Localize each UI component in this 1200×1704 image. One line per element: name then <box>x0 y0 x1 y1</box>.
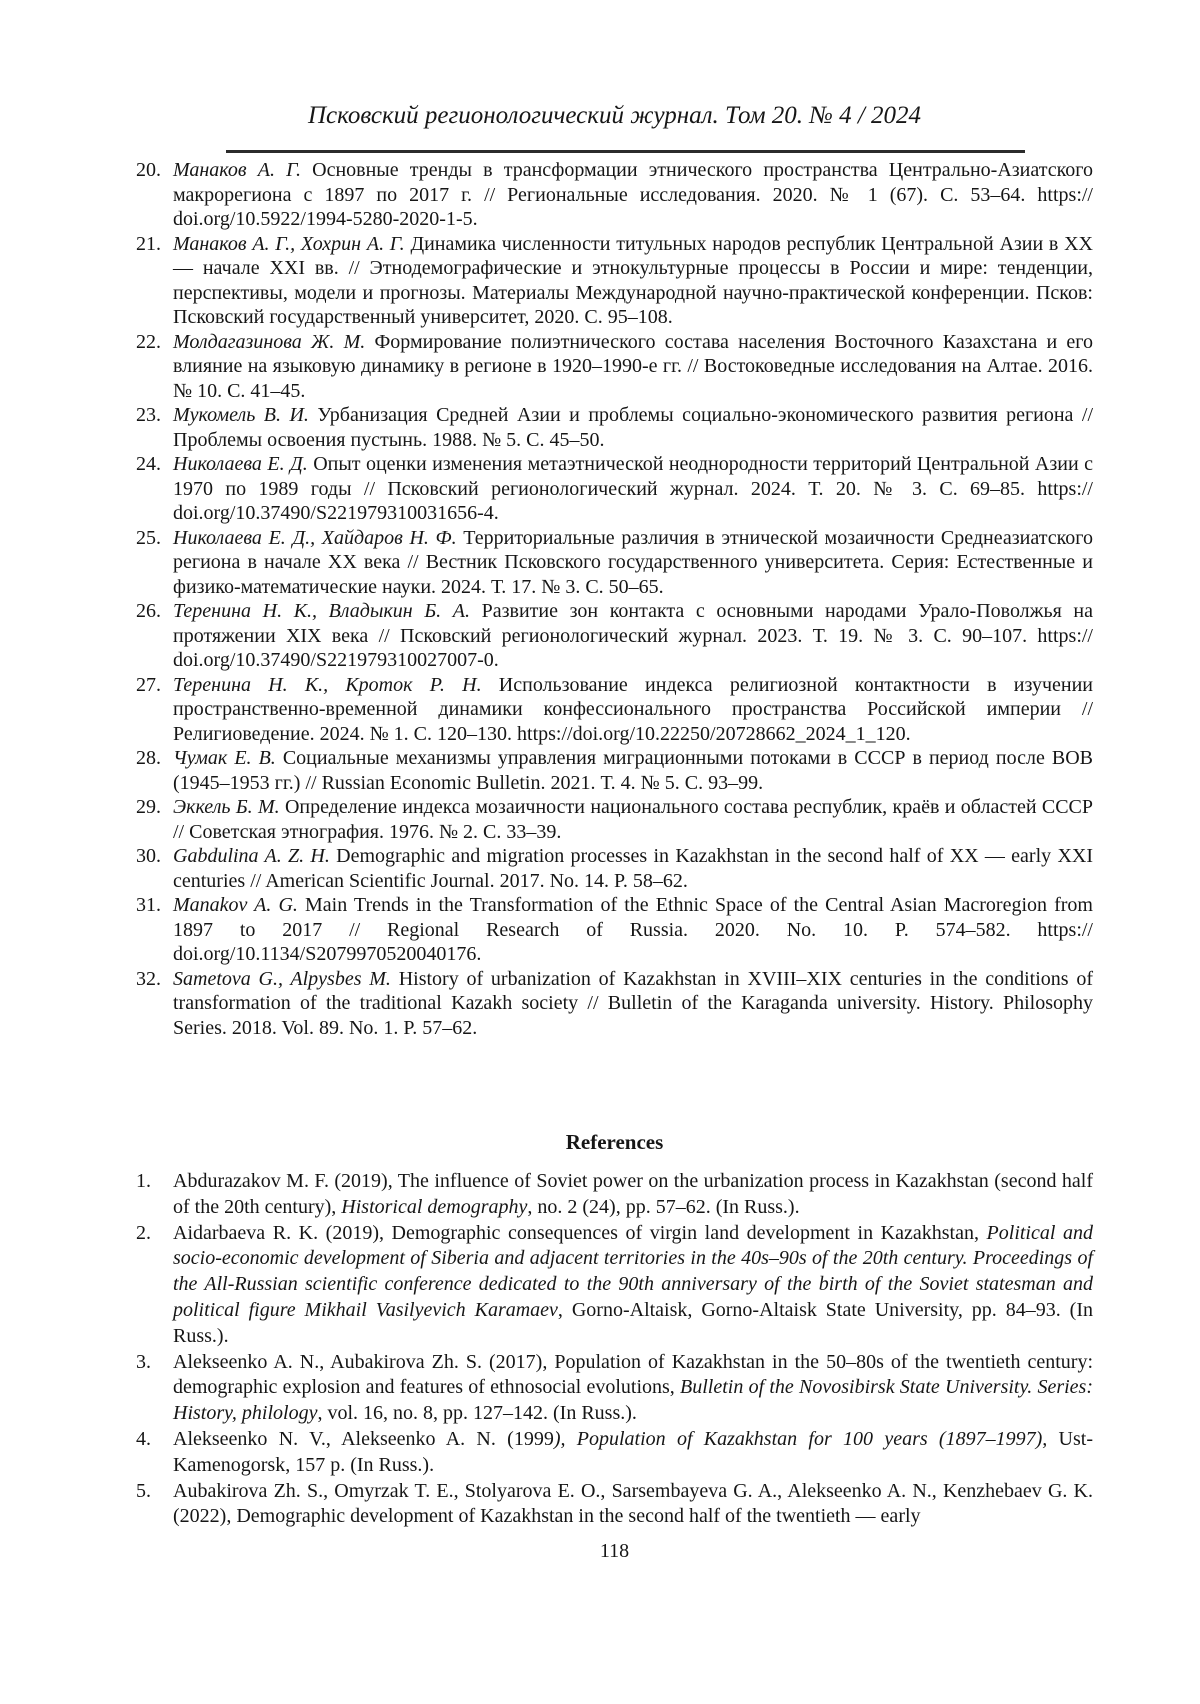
header-divider <box>226 150 1025 153</box>
references-heading: References <box>565 1130 664 1154</box>
reference-item <box>136 673 1093 747</box>
reference-text: Sametova G., Alpysbes M. History of urbanization of Kazakhstan in XVIII–XIX centuries in the conditions of transformation of the traditional Kazakh society // Bulletin of the Karaganda university. History. Philosophy Series. 2018. Vol. 89. No. 1. P. 57–62. <box>173 967 1094 1039</box>
reference-text: Молдагазинова Ж. М. Формирование полиэтнического состава населения Восточного Казахстана и его влияние на языковую динамику в регионе в 1920–1990-е гг. // Востоковедные исследования на Алтае. 2016. № 10. С. 41–45. <box>173 330 1093 402</box>
reference-item <box>136 526 1093 600</box>
reference-text: Aidarbaeva R. K. (2019), Demographic consequences of virgin land development in Kazakhstan, Political and socio-economic development of Siberia and adjacent territories in the 40s–90s of the 20th century. Proceedings of the All-Russian scientific conference dedicated to the 90th anniversary of the birth of the Soviet statesman and political figure Mikhail Vasilyevich Karamaev, Gorno-Altaisk, Gorno-Altaisk State University, pp. 84–93. (In Russ.). <box>173 1221 1093 1347</box>
reference-item <box>136 1221 1093 1350</box>
reference-text: Манаков А. Г. Основные тренды в трансформации этнического пространства Центрально-Азиатского макрорегиона с 1897 по 2017 г. // Региональные исследования. 2020. № 1 (67). С. 53–64. https://doi.org/10.5922/1994-5280-2020-1-5. <box>173 159 1093 230</box>
reference-text: Gabdulina A. Z. H. Demographic and migration processes in Kazakhstan in the second half of XX — early XXI centuries // American Scientific Journal. 2017. No. 14. P. 58–62. <box>173 845 1093 892</box>
reference-text: Теренина Н. К., Владыкин Б. А. Развитие зон контакта с основными народами Урало-Поволжья на протяжении XIX века // Псковский регионологический журнал. 2023. Т. 19. № 3. С. 90–107. https://doi.org/10.37490/S221979310027007-0. <box>173 600 1094 671</box>
reference-text: Чумак Е. В. Социальные механизмы управления миграционными потоками в СССР в период после ВОВ (1945–1953 гг.) // Russian Economic Bulletin. 2021. Т. 4. № 5. С. 93–99. <box>173 747 1093 794</box>
reference-text: Alekseenko N. V., Alekseenko A. N. (1999), Population of Kazakhstan for 100 years (1897–1997), Ust-Kamenogorsk, 157 p. (In Russ.). <box>173 1427 1093 1476</box>
reference-number: 20. <box>136 159 161 181</box>
reference-item <box>136 599 1093 673</box>
reference-number: 22. <box>136 330 161 353</box>
reference-item <box>136 893 1093 967</box>
reference-number: 24. <box>136 453 161 475</box>
reference-text: Теренина Н. К., Кроток Р. Н. Использование индекса религиозной контактности в изучении пространственно-временной динамики конфессионального пространства Российской империи // Религиоведение. 2024. № 1. С. 120–130. https://doi.org/10.22250/20728662_2024_1_120. <box>173 673 1093 745</box>
reference-text: Манаков А. Г., Хохрин А. Г. Динамика численности титульных народов республик Центральной Азии в XX — начале XXI вв. // Этнодемографические и этнокультурные процессы в России и мире: тенденции, перспективы, модели и прогнозы. Материалы Международной научно-практической конференции. Псков: Псковский государственный университет, 2020. С. 95–108. <box>173 232 1094 328</box>
reference-number: 30. <box>136 845 161 867</box>
reference-item <box>136 795 1093 844</box>
reference-number: 25. <box>136 526 161 549</box>
reference-number: 1. <box>136 1170 151 1192</box>
reference-text: Alekseenko A. N., Aubakirova Zh. S. (2017), Population of Kazakhstan in the 50–80s of the twentieth century: demographic explosion and features of ethnosocial evolutions, Bulletin of the Novosibirsk State University. Series: History, philology, vol. 16, no. 8, pp. 127–142. (In Russ.). <box>173 1350 1094 1425</box>
reference-text: Николаева Е. Д. Опыт оценки изменения метаэтнической неоднородности территорий Центральной Азии с 1970 по 1989 годы // Псковский регионологический журнал. 2024. Т. 20. № 3. С. 69–85. https://doi.org/10.37490/S221979310031656-4. <box>173 453 1093 524</box>
reference-item <box>136 232 1093 330</box>
reference-number: 28. <box>136 747 161 769</box>
reference-item <box>136 1479 1093 1531</box>
references-en-list <box>136 1169 1093 1530</box>
reference-number: 32. <box>136 967 161 990</box>
reference-number: 26. <box>136 600 161 622</box>
running-head: Псковский регионологический журнал. Том 20. № 4 / 2024 <box>307 102 922 129</box>
reference-item <box>136 158 1093 232</box>
reference-number: 3. <box>136 1350 151 1373</box>
reference-number: 21. <box>136 232 161 255</box>
reference-text: Николаева Е. Д., Хайдаров Н. Ф. Территориальные различия в этнической мозаичности Среднеазиатского региона в начале XX века // Вестник Псковского государственного университета. Серия: Естественные и физико-математические науки. 2024. Т. 17. № 3. С. 50–65. <box>173 526 1093 598</box>
reference-item <box>136 746 1093 795</box>
reference-text: Manakov A. G. Main Trends in the Transformation of the Ethnic Space of the Central Asian Macroregion from 1897 to 2017 // Regional Research of Russia. 2020. No. 10. P. 574–582. https://doi.org/10.1134/S2079970520040176. <box>173 894 1093 965</box>
reference-item <box>136 967 1093 1041</box>
reference-number: 23. <box>136 404 161 426</box>
reference-text: Мукомель В. И. Урбанизация Средней Азии и проблемы социально-экономического развития региона // Проблемы освоения пустынь. 1988. № 5. С. 45–50. <box>173 404 1094 451</box>
reference-number: 4. <box>136 1427 151 1450</box>
reference-item <box>136 403 1093 452</box>
reference-text: Эккель Б. М. Определение индекса мозаичности национального состава республик, краёв и областей СССР // Советская этнография. 1976. № 2. С. 33–39. <box>173 796 1093 843</box>
reference-item <box>136 1427 1093 1479</box>
page-number: 118 <box>599 1540 630 1562</box>
reference-text: Abdurazakov M. F. (2019), The influence of Soviet power on the urbanization process in Kazakhstan (second half of the 20th century), Historical demography, no. 2 (24), pp. 57–62. (In Russ.). <box>173 1170 1093 1218</box>
reference-number: 5. <box>136 1479 151 1502</box>
bibliography-ru-list <box>136 158 1093 1040</box>
reference-item <box>136 1169 1093 1221</box>
reference-item <box>136 844 1093 893</box>
reference-number: 27. <box>136 673 161 696</box>
reference-item <box>136 1350 1093 1427</box>
reference-number: 2. <box>136 1221 151 1244</box>
reference-number: 31. <box>136 894 161 916</box>
reference-item <box>136 330 1093 404</box>
reference-item <box>136 452 1093 526</box>
reference-text: Aubakirova Zh. S., Omyrzak T. E., Stolyarova E. O., Sarsembayeva G. A., Alekseenko A. N., Kenzhebaev G. K. (2022), Demographic development of Kazakhstan in the second half of the twentieth — early <box>173 1479 1093 1528</box>
reference-number: 29. <box>136 796 161 818</box>
